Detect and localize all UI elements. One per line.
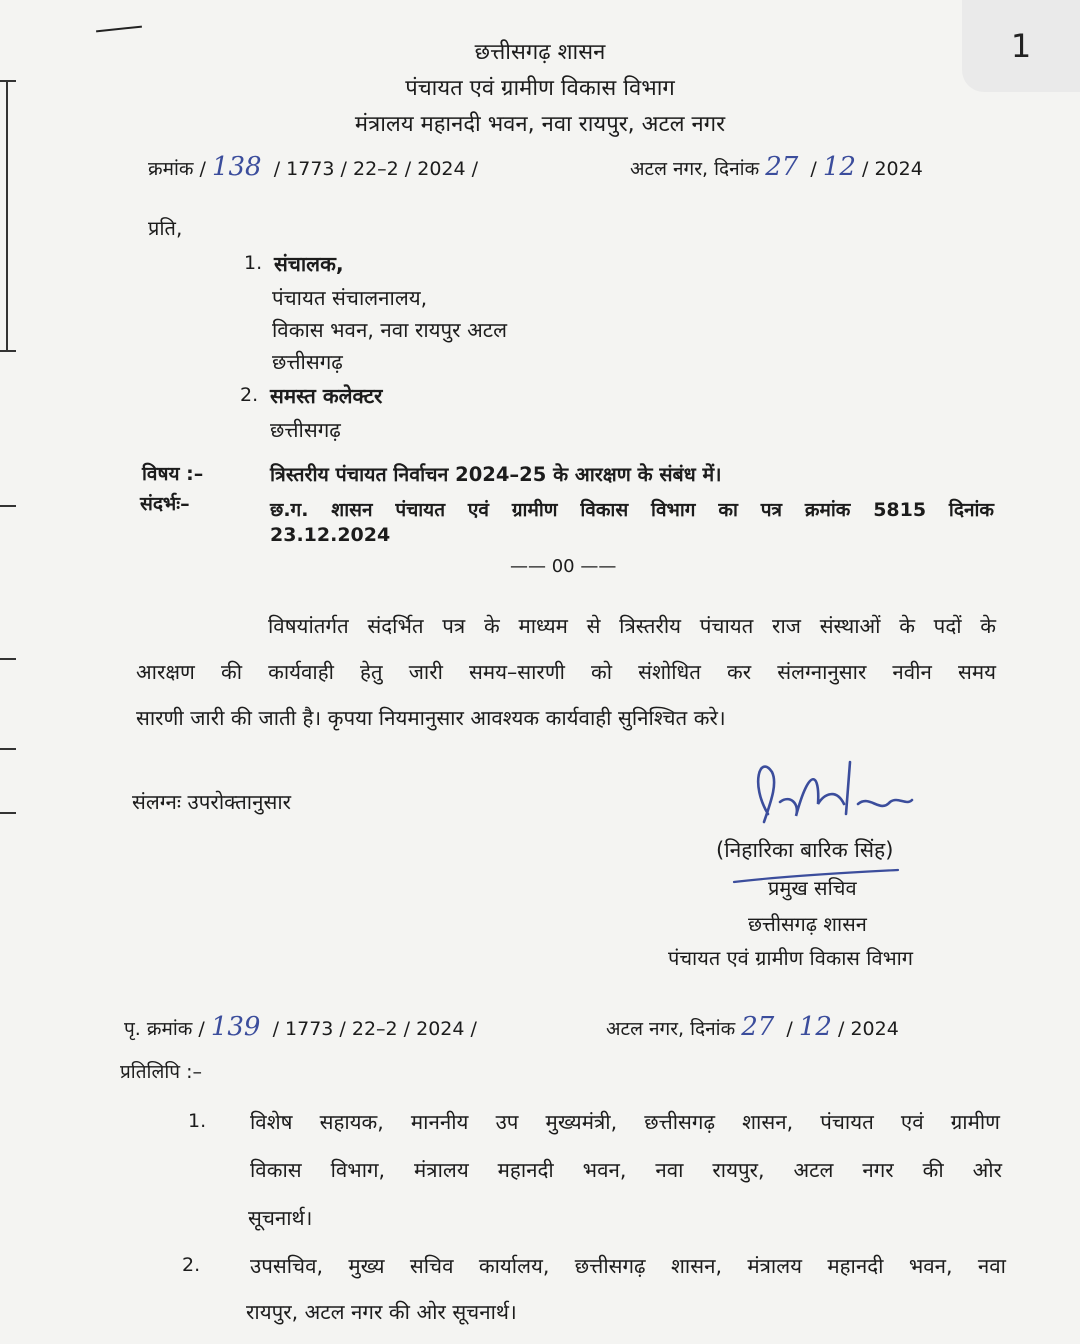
ref-main-line — [148, 152, 478, 182]
body-line-1: विषयांतर्गत संदर्भित पत्र के माध्यम से त्रिस्तरीय पंचायत राज संस्थाओं के पदों के — [268, 614, 996, 638]
page-number-badge: 1 — [962, 0, 1080, 92]
slash: / — [804, 158, 817, 180]
ref-main-date — [630, 152, 923, 182]
copy-2-number: 2. — [182, 1254, 201, 1276]
pen-mark — [96, 26, 142, 33]
copy-1-number: 1. — [188, 1110, 207, 1132]
ref-copy-date — [606, 1012, 899, 1042]
reference-line-1: छ.ग. शासन पंचायत एवं ग्रामीण विकास विभाग का पत्र क्रमांक 5815 दिनांक — [270, 499, 994, 521]
recipient-1-line: विकास भवन, नवा रायपुर अटल — [272, 318, 507, 342]
slash: / — [198, 1018, 205, 1040]
separator: —— 00 —— — [510, 556, 617, 577]
copy-1-line-3: सूचनार्थ। — [248, 1206, 313, 1230]
copy-1-line-2: विकास विभाग, मंत्रालय महानदी भवन, नवा रायपुर, अटल नगर की ओर — [250, 1158, 1002, 1182]
ref-code: 1773 / 22–2 / 2024 / — [286, 158, 479, 180]
copy-1-line-1: विशेष सहायक, माननीय उप मुख्यमंत्री, छत्तीसगढ़ शासन, पंचायत एवं ग्रामीण — [250, 1110, 1000, 1134]
header-address: मंत्रालय महानदी भवन, नवा रायपुर, अटल नगर — [354, 112, 726, 137]
scan-edge-mark — [0, 812, 16, 814]
reference-label: संदर्भः– — [140, 493, 190, 515]
enclosure: संलग्नः उपरोक्तानुसार — [132, 790, 292, 814]
signatory-designation: प्रमुख सचिव — [768, 876, 857, 900]
copy-2-line-1: उपसचिव, मुख्य सचिव कार्यालय, छत्तीसगढ़ शासन, मंत्रालय महानदी भवन, नवा — [250, 1254, 1006, 1278]
recipient-2-number: 2. — [240, 384, 259, 406]
slash: / — [266, 1018, 279, 1040]
body-line-2: आरक्षण की कार्यवाही हेतु जारी समय–सारणी को संशोधित कर संलग्नानुसार नवीन समय — [136, 660, 996, 684]
slash: / — [199, 158, 206, 180]
to-label: प्रति, — [148, 216, 183, 240]
slash: / — [862, 158, 869, 180]
slash: / — [838, 1018, 845, 1040]
ref-copy-line — [124, 1012, 477, 1042]
slash: / — [267, 158, 281, 180]
scan-edge-mark — [0, 748, 16, 750]
copy-date-day-handwritten: 27 — [741, 1012, 775, 1042]
signatory-office-2: पंचायत एवं ग्रामीण विकास विभाग — [668, 946, 914, 970]
signatory-name: (निहारिका बारिक सिंह) — [716, 838, 894, 862]
scan-edge-mark — [0, 658, 16, 660]
copy-date-month-handwritten: 12 — [798, 1012, 832, 1042]
copy-label: प्रतिलिपि :– — [120, 1061, 203, 1083]
ref-copy-code: 1773 / 22–2 / 2024 / — [285, 1018, 477, 1040]
copy-date-year: 2024 — [850, 1018, 899, 1040]
recipient-1-line: छत्तीसगढ़ — [272, 350, 343, 374]
body-line-3: सारणी जारी की जाती है। कृपया नियमानुसार आवश्यक कार्यवाही सुनिश्चित करे। — [136, 706, 726, 730]
place-date-label: अटल नगर, दिनांक — [630, 158, 760, 180]
signatory-office-1: छत्तीसगढ़ शासन — [748, 912, 867, 936]
ref-copy-number-handwritten: 139 — [210, 1012, 261, 1042]
scan-edge-mark — [0, 350, 16, 352]
recipient-2-title: समस्त कलेक्टर — [270, 384, 383, 408]
recipient-2-line: छत्तीसगढ़ — [270, 418, 341, 442]
date-day-handwritten: 27 — [765, 152, 799, 182]
copy-place-date-label: अटल नगर, दिनांक — [606, 1018, 736, 1040]
scan-edge-mark — [0, 505, 16, 507]
header-department: पंचायत एवं ग्रामीण विकास विभाग — [405, 76, 675, 101]
subject-label: विषय :– — [142, 463, 204, 485]
reference-line-2: 23.12.2024 — [270, 524, 391, 546]
recipient-1-line: पंचायत संचालनालय, — [272, 286, 428, 310]
date-year: 2024 — [874, 158, 923, 180]
copy-2-line-2: रायपुर, अटल नगर की ओर सूचनार्थ। — [246, 1300, 517, 1324]
header-govt: छत्तीसगढ़ शासन — [474, 40, 606, 65]
ref-number-handwritten: 138 — [211, 152, 262, 182]
ref-copy-prefix: पृ. क्रमांक — [124, 1018, 193, 1040]
subject-text: त्रिस्तरीय पंचायत निर्वाचन 2024–25 के आरक्षण के संबंध में। — [270, 463, 722, 486]
slash: / — [780, 1018, 793, 1040]
ref-prefix: क्रमांक — [148, 158, 194, 180]
date-month-handwritten: 12 — [822, 152, 856, 182]
recipient-1-number: 1. — [244, 252, 263, 274]
recipient-1-title: संचालक, — [274, 252, 344, 276]
